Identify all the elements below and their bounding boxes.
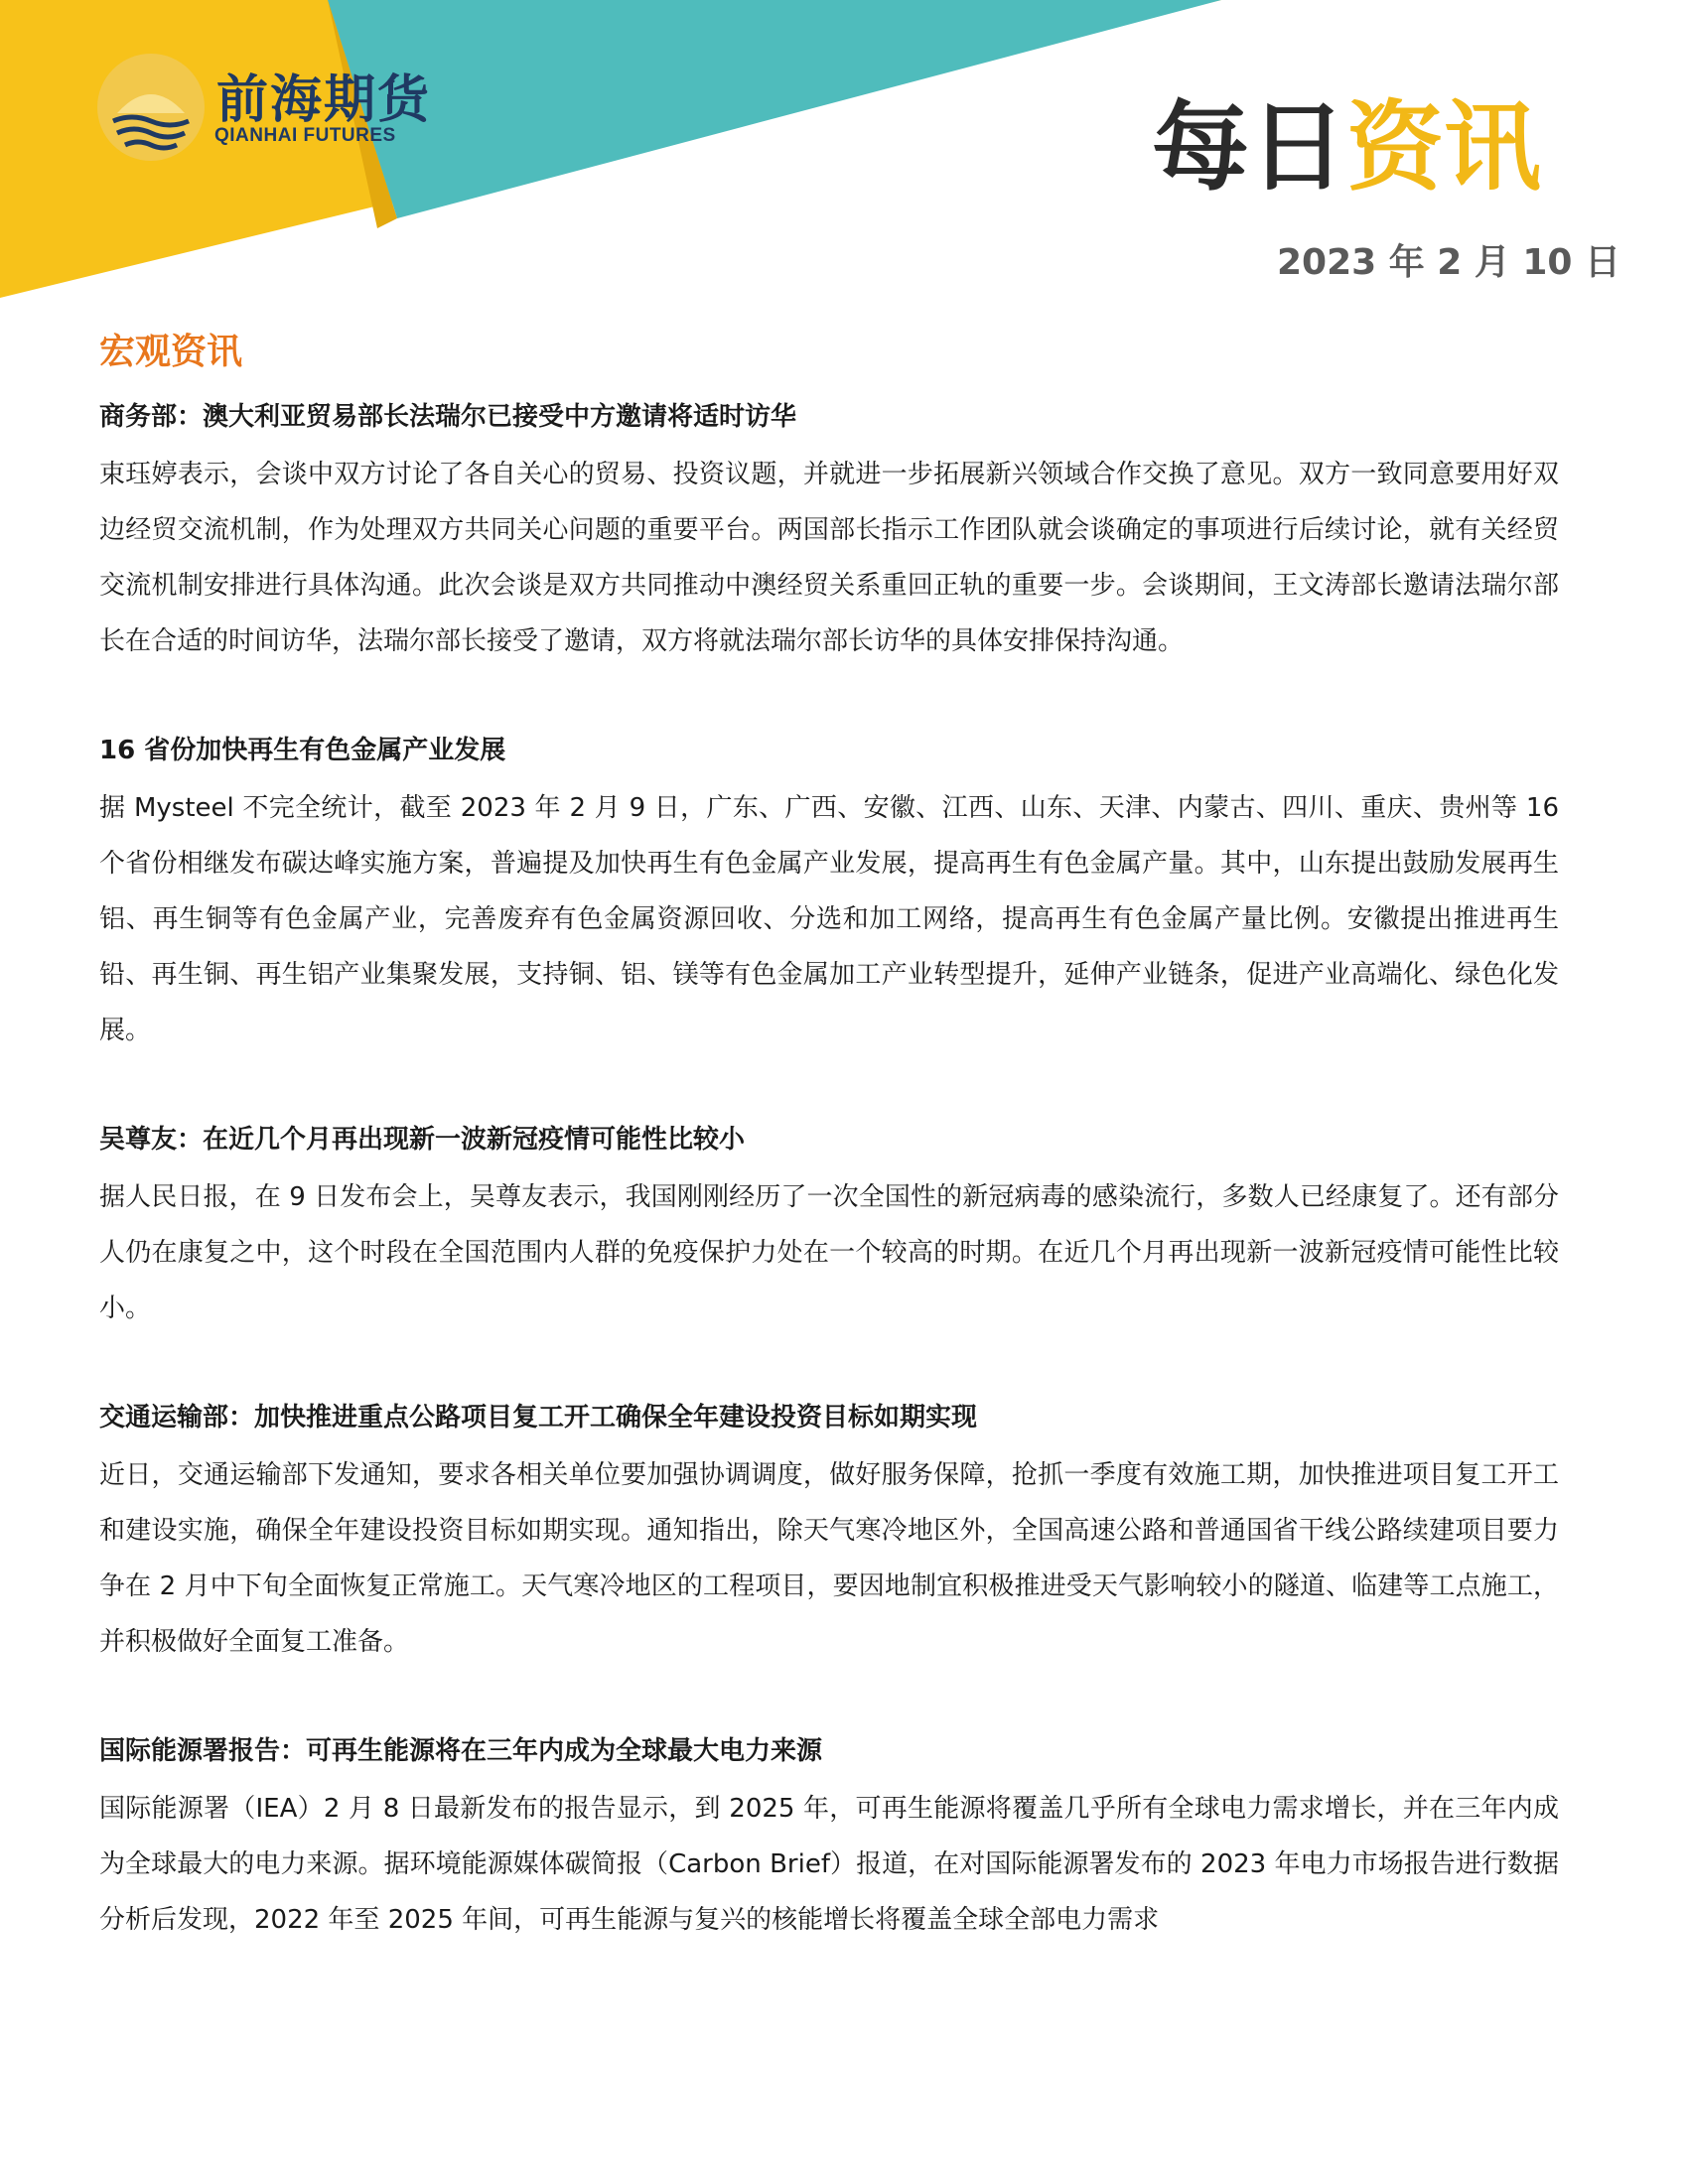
logo-english-name: QIANHAI FUTURES: [214, 125, 396, 146]
article-title: 交通运输部：加快推进重点公路项目复工开工确保全年建设投资目标如期实现: [99, 1403, 978, 1433]
article-body: 据 Mysteel 不完全统计，截至 2023 年 2 月 9 日，广东、广西、安徽、江西、山东、天津、内蒙古、四川、重庆、贵州等 16 个省份相继发布碳达峰实施方案，普遍提及加快再生有色金属产业发展，提高再生有色金属产量。其中，山东提出鼓励发展再生铝、再生铜等有色金属产业，完善废弃有色金属资源回收、分选和加工网络，提高再生有色金属产量比例。安徽提出推进再生铅、再生铜、再生铝产业集聚发展，支持铜、铝、镁等有色金属加工产业转型提升，延伸产业链条，促进产业高端化、绿色化发展。: [99, 793, 1559, 1045]
logo-sun-wave-icon: [95, 52, 207, 163]
article-body: 束珏婷表示，会谈中双方讨论了各自关心的贸易、投资议题，并就进一步拓展新兴领域合作交换了意见。双方一致同意要用好双边经贸交流机制，作为处理双方共同关心问题的重要平台。两国部长指示工作团队就会谈确定的事项进行后续讨论，就有关经贸交流机制安排进行具体沟通。此次会谈是双方共同推动中澳经贸关系重回正轨的重要一步。会谈期间，王文涛部长邀请法瑞尔部长在合适的时间访华，法瑞尔部长接受了邀请，双方将就法瑞尔部长访华的具体安排保持沟通。: [99, 460, 1559, 656]
article: [99, 731, 1559, 1058]
article-body: 近日，交通运输部下发通知，要求各相关单位要加强协调调度，做好服务保障，抢抓一季度有效施工期，加快推进项目复工开工和建设实施，确保全年建设投资目标如期实现。通知指出，除天气寒冷地区外，全国高速公路和普通国省干线公路续建项目要力争在 2 月中下旬全面恢复正常施工。天气寒冷地区的工程项目，要因地制宜积极推进受天气影响较小的隧道、临建等工点施工，并积极做好全面复工准备。: [99, 1460, 1559, 1657]
article: [99, 1398, 1559, 1670]
article-body: 国际能源署（IEA）2 月 8 日最新发布的报告显示，到 2025 年，可再生能源将覆盖几乎所有全球电力需求增长，并在三年内成为全球最大的电力来源。据环境能源媒体碳简报（Carbon Brief）报道，在对国际能源署发布的 2023 年电力市场报告进行数据分析后发现，2022 年至 2025 年间，可再生能源与复兴的核能增长将覆盖全球全部电力需求: [99, 1794, 1559, 1935]
section-title: 宏观资讯: [99, 332, 243, 372]
article-title: 商务部：澳大利亚贸易部长法瑞尔已接受中方邀请将适时访华: [99, 402, 797, 432]
report-date: 2023 年 2 月 10 日: [1276, 242, 1620, 283]
report-title-part2: 资讯: [1345, 91, 1541, 205]
content-area: [99, 328, 1559, 2009]
article: [99, 397, 1559, 669]
article-title: 吴尊友：在近几个月再出现新一波新冠疫情可能性比较小: [99, 1125, 746, 1155]
article: [99, 1731, 1559, 1948]
logo-chinese-name: 前海期货: [216, 69, 432, 130]
article-body: 据人民日报，在 9 日发布会上，吴尊友表示，我国刚刚经历了一次全国性的新冠病毒的感染流行，多数人已经康复了。还有部分人仍在康复之中，这个时段在全国范围内人群的免疫保护力处在一个较高的时期。在近几个月再出现新一波新冠疫情可能性比较小。: [99, 1182, 1559, 1323]
report-title: [1151, 91, 1541, 205]
article-title: 16 省份加快再生有色金属产业发展: [99, 736, 506, 765]
article: [99, 1120, 1559, 1336]
teal-band: [328, 0, 1221, 218]
article-title: 国际能源署报告：可再生能源将在三年内成为全球最大电力来源: [99, 1736, 823, 1766]
report-title-part1: 每日: [1151, 91, 1346, 205]
